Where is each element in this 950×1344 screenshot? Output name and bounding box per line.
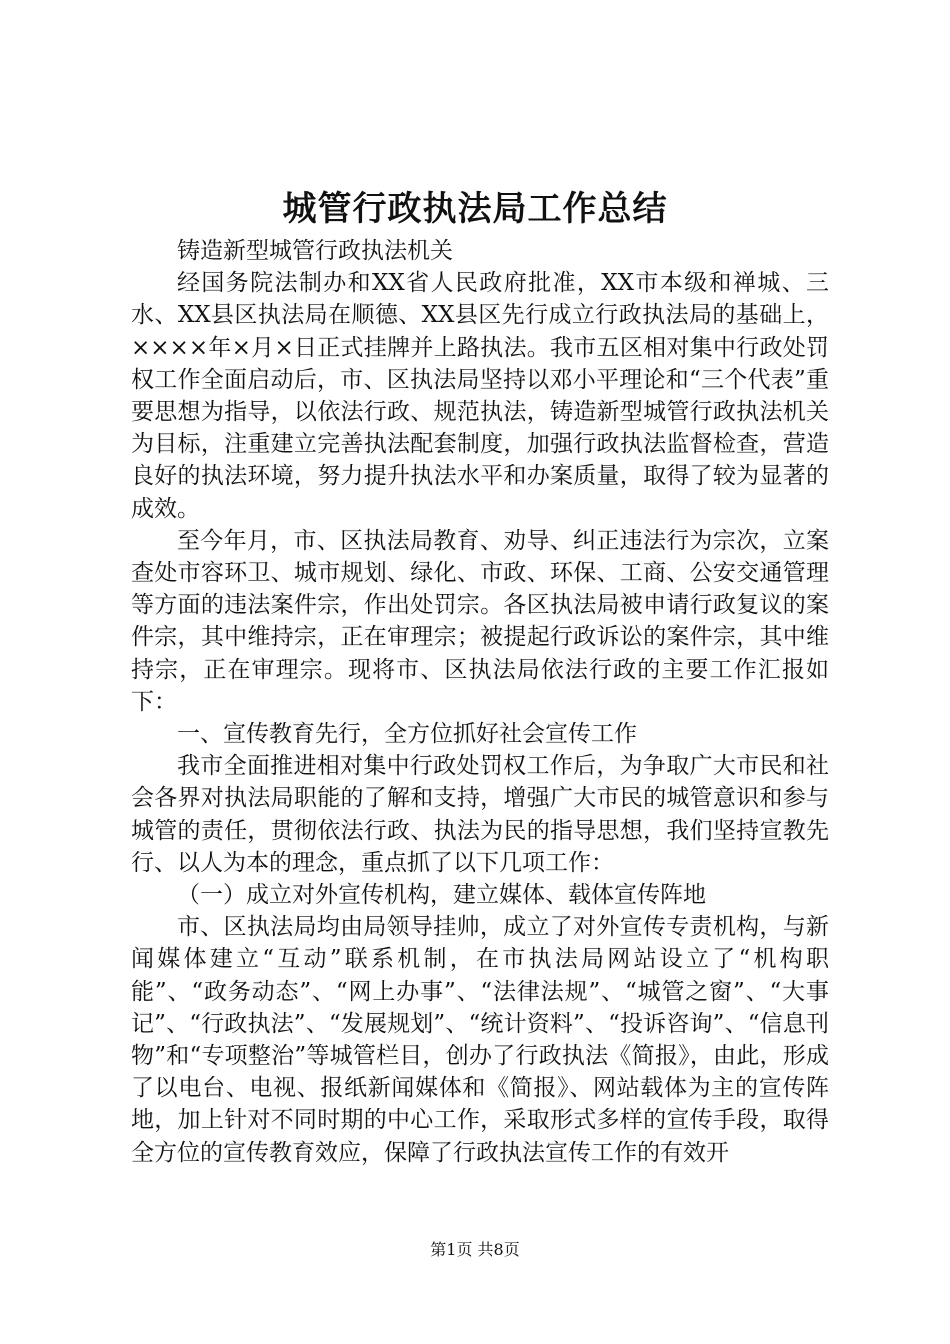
document-body — [131, 235, 829, 1169]
subtitle-paragraph: 铸造新型城管行政执法机关 — [177, 238, 453, 264]
document-title: 城管行政执法局工作总结 — [282, 189, 668, 229]
statistics-paragraph: 至今年月，市、区执法局教育、劝导、纠正违法行为宗次，立案查处市容环卫、城市规划、绿化、市政、环保、工商、公安交通管理等方面的违法案件宗，作出处罚宗。各区执法局被申请行政复议的案件宗，其中维持宗，正在审理宗；被提起行政诉讼的案件宗，其中维持宗，正在审理宗。现将市、区执法局依法行政的主要工作汇报如下： — [131, 527, 829, 715]
intro-paragraph: 经国务院法制办和XX省人民政府批准，XX市本级和禅城、三水、XX县区执法局在顺德、XX县区先行成立行政执法局的基础上，××××年×月×日正式挂牌并上路执法。我市五区相对集中行政处罚权工作全面启动后，市、区执法局坚持以邓小平理论和“三个代表”重要思想为指导，以依法行政、规范执法，铸造新型城管行政执法机关为目标，注重建立完善执法配套制度，加强行政执法监督检查，营造良好的执法环境，努力提升执法水平和办案质量，取得了较为显著的成效。 — [131, 270, 829, 522]
section-heading-1: 一、宣传教育先行，全方位抓好社会宣传工作 — [177, 721, 637, 748]
subsection-1-paragraph: 市、区执法局均由局领导挂帅，成立了对外宣传专责机构，与新闻媒体建立“互动”联系机制，在市执法局网站设立了“机构职能”、“政务动态”、“网上办事”、“法律法规”、“城管之窗”、“大事记”、“行政执法”、“发展规划”、“统计资料”、“投诉咨询”、“信息刊物”和“专项整治”等城管栏目，创办了行政执法《简报》，由此，形成了以电台、电视、报纸新闻媒体和《简报》、网站载体为主的宣传阵地，加上针对不同时期的中心工作，采取形式多样的宣传手段，取得全方位的宣传教育效应，保障了行政执法宣传工作的有效开 — [131, 914, 829, 1166]
subsection-heading-1: （一）成立对外宣传机构，建立媒体、载体宣传阵地 — [177, 882, 706, 909]
section-1-paragraph: 我市全面推进相对集中行政处罚权工作后，为争取广大市民和社会各界对执法局职能的了解和支持，增强广大市民的城管意识和参与城管的责任，贯彻依法行政、执法为民的指导思想，我们坚持宣教先行、以人为本的理念，重点抓了以下几项工作： — [131, 753, 829, 876]
page-number-footer: 第1页 共8页 — [430, 1240, 520, 1259]
